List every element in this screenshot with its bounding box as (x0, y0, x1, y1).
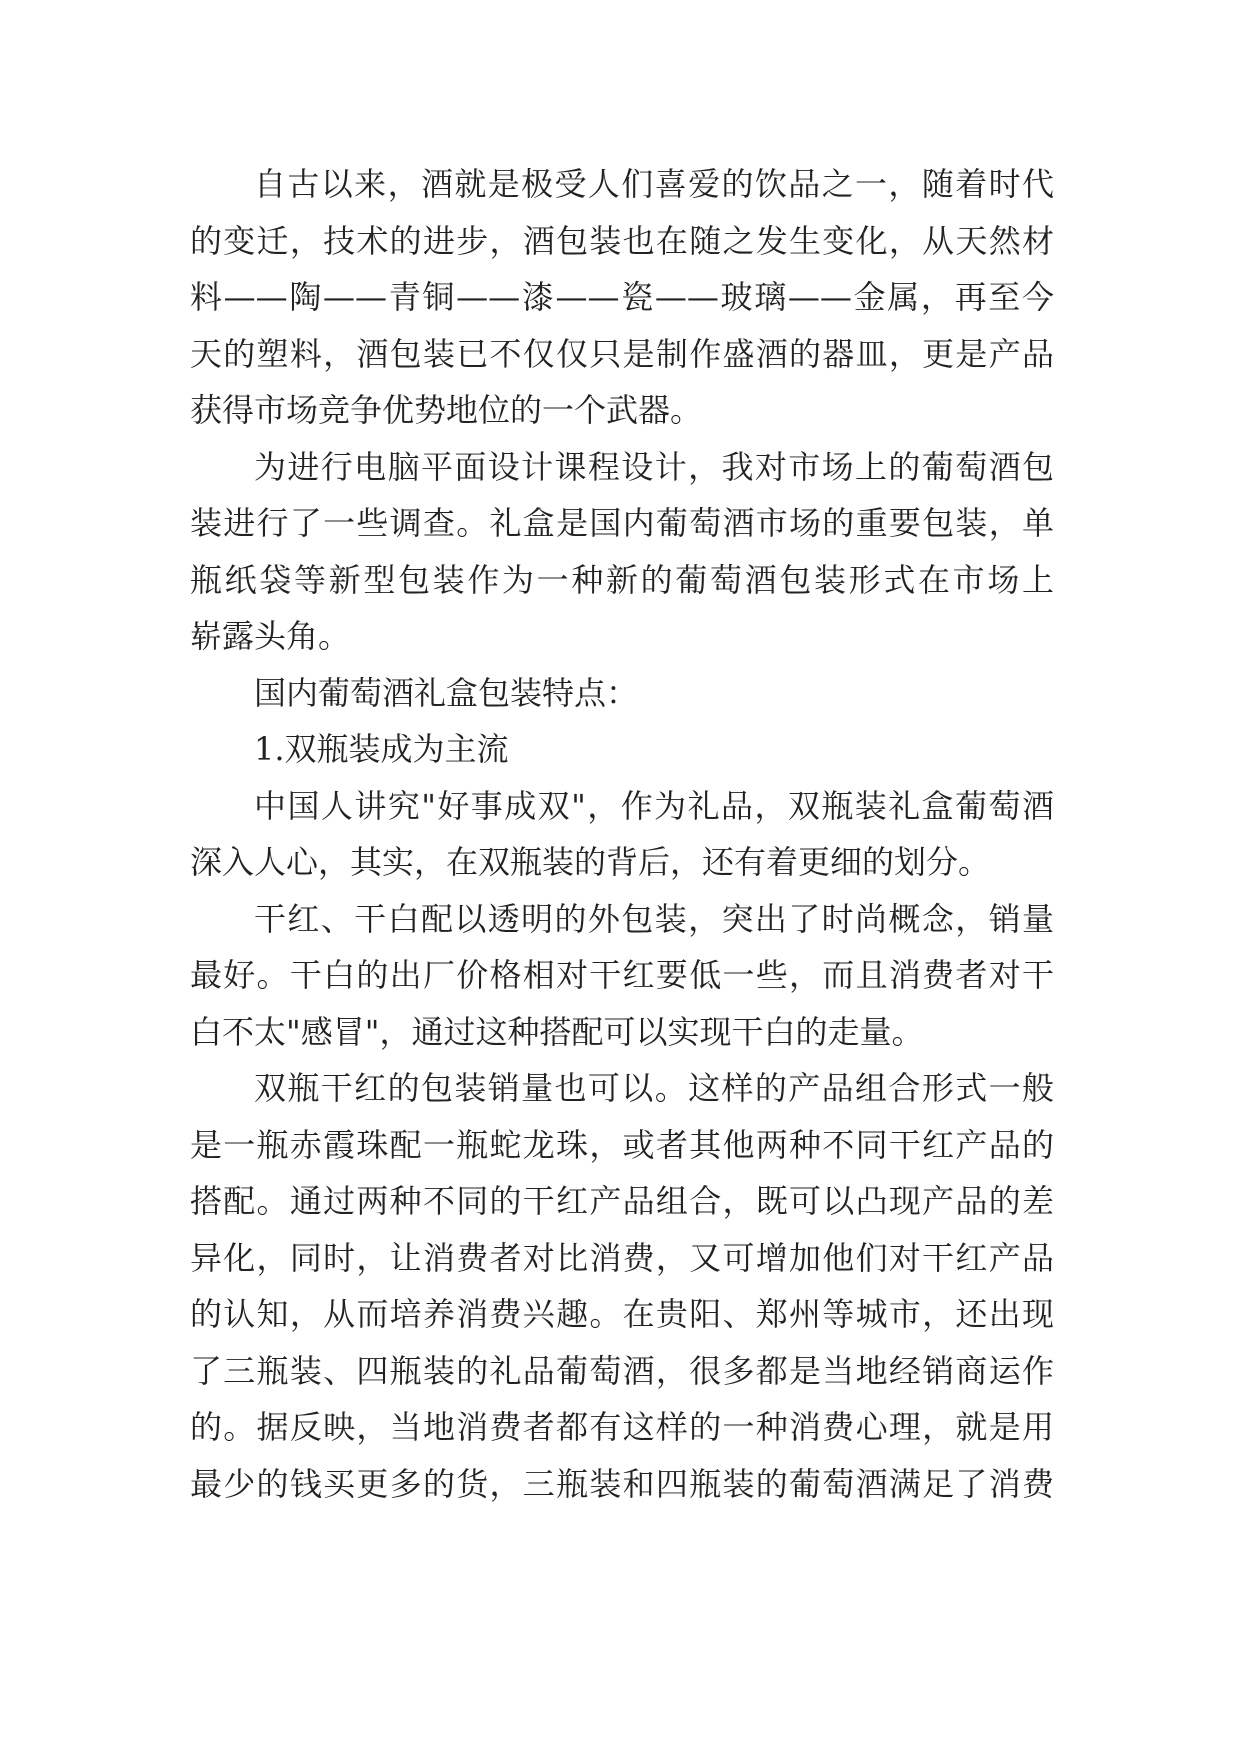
text-line: 天的塑料，酒包装已不仅仅只是制作盛酒的器皿，更是产品 (190, 335, 1054, 373)
text-line: 的。据反映，当地消费者都有这样的一种消费心理，就是用 (190, 1408, 1054, 1446)
text-line: 白不太"感冒"，通过这种搭配可以实现干白的走量。 (190, 1013, 924, 1051)
text-line: 的变迁，技术的进步，酒包装也在随之发生变化，从天然材 (190, 222, 1054, 260)
text-line: 崭露头角。 (190, 617, 351, 655)
text-line: 异化，同时，让消费者对比消费，又可增加他们对干红产品 (190, 1239, 1054, 1277)
text-line: 料——陶——青铜——漆——瓷——玻璃——金属，再至今 (190, 278, 1054, 316)
text-line: 1.双瓶装成为主流 (254, 730, 509, 768)
text-line: 深入人心，其实，在双瓶装的背后，还有着更细的划分。 (190, 843, 991, 881)
text-line: 国内葡萄酒礼盒包装特点： (254, 674, 639, 712)
text-line: 中国人讲究"好事成双"，作为礼品，双瓶装礼盒葡萄酒 (254, 787, 1054, 825)
text-line: 瓶纸袋等新型包装作为一种新的葡萄酒包装形式在市场上 (190, 561, 1054, 599)
text-line: 了三瓶装、四瓶装的礼品葡萄酒，很多都是当地经销商运作 (190, 1352, 1054, 1390)
text-line: 干红、干白配以透明的外包装，突出了时尚概念，销量 (254, 900, 1054, 938)
text-line: 最少的钱买更多的货，三瓶装和四瓶装的葡萄酒满足了消费 (190, 1465, 1054, 1503)
text-line: 获得市场竞争优势地位的一个武器。 (190, 391, 703, 429)
text-line: 是一瓶赤霞珠配一瓶蛇龙珠，或者其他两种不同干红产品的 (190, 1126, 1054, 1164)
text-line: 双瓶干红的包装销量也可以。这样的产品组合形式一般 (254, 1069, 1054, 1107)
text-line: 搭配。通过两种不同的干红产品组合，既可以凸现产品的差 (190, 1182, 1054, 1220)
text-line: 的认知，从而培养消费兴趣。在贵阳、郑州等城市，还出现 (190, 1295, 1054, 1333)
text-line: 装进行了一些调查。礼盒是国内葡萄酒市场的重要包装，单 (190, 504, 1054, 542)
text-line: 为进行电脑平面设计课程设计，我对市场上的葡萄酒包 (254, 448, 1054, 486)
text-line: 自古以来，酒就是极受人们喜爱的饮品之一，随着时代 (254, 165, 1054, 203)
text-line: 最好。干白的出厂价格相对干红要低一些，而且消费者对干 (190, 956, 1054, 994)
